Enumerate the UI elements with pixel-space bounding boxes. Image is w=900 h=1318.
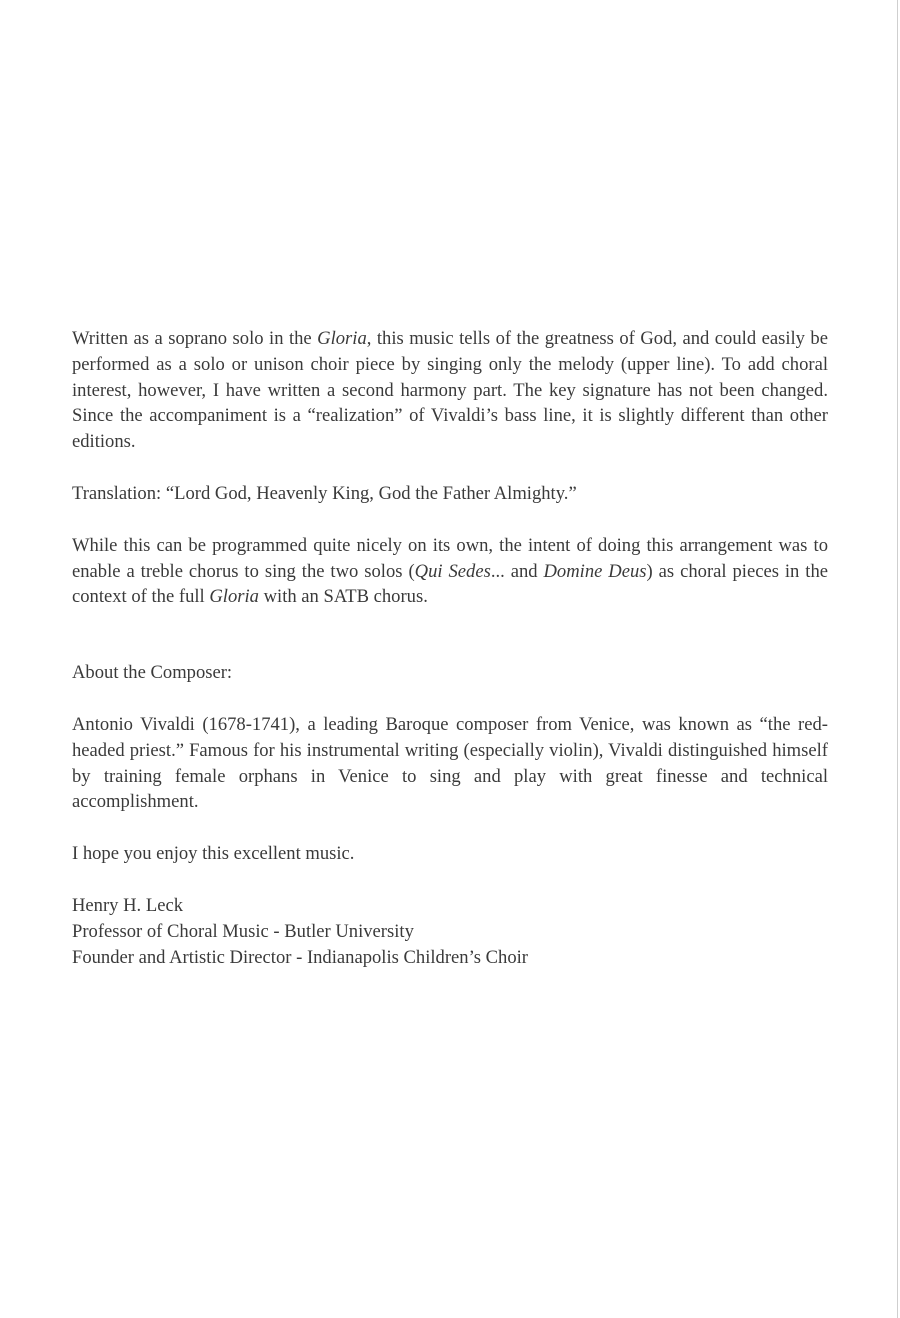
closing-line: I hope you enjoy this excellent music. (72, 843, 355, 865)
programming-text-part2: ... and (490, 560, 544, 582)
solo-title-qui-sedes: Qui Sedes (414, 560, 491, 582)
page-edge-rule (897, 0, 898, 1318)
signature-title-2: Founder and Artistic Director - Indianapolis Children’s Choir (72, 946, 528, 968)
intro-text-part1: Written as a soprano solo in the (72, 328, 318, 349)
intro-gloria-title: Gloria (317, 328, 367, 349)
signature-block (72, 893, 828, 970)
programming-text-part4: with an SATB chorus. (258, 586, 428, 608)
programming-paragraph (72, 533, 828, 610)
intro-paragraph (72, 326, 828, 455)
translation-line: Translation: “Lord God, Heavenly King, God the Father Almighty.” (72, 482, 577, 504)
document-body (72, 326, 828, 970)
signature-title-1: Professor of Choral Music - Butler University (72, 920, 414, 942)
programming-gloria-title: Gloria (209, 586, 259, 608)
solo-title-domine-deus: Domine Deus (543, 560, 647, 582)
intro-text-part2: , this music tells of the greatness of God, and could easily be performed as a solo or unison choir piece by singing only the melody (upper line). To add choral interest, however, I have written a second harmony part. The key signature has not been changed. Since the accompaniment is a “realization” of Vivaldi’s bass line, it is slightly different than other editions. (72, 328, 828, 453)
composer-heading: About the Composer: (72, 662, 233, 684)
signature-name: Henry H. Leck (72, 894, 183, 916)
programming-text-part3: ) as choral pieces in the context of the full (72, 560, 829, 608)
programming-text-part1: While this can be programmed quite nicely on its own, the intent of doing this arrangement was to enable a treble chorus to sing the two solos ( (72, 534, 828, 582)
composer-bio-paragraph: Antonio Vivaldi (1678-1741), a leading Baroque composer from Venice, was known as “the red-headed priest.” Famous for his instrumental writing (especially violin), Vivaldi distinguished himself by training female orphans in Venice to sing and play with great finesse and technical accomplishment. (72, 713, 828, 813)
